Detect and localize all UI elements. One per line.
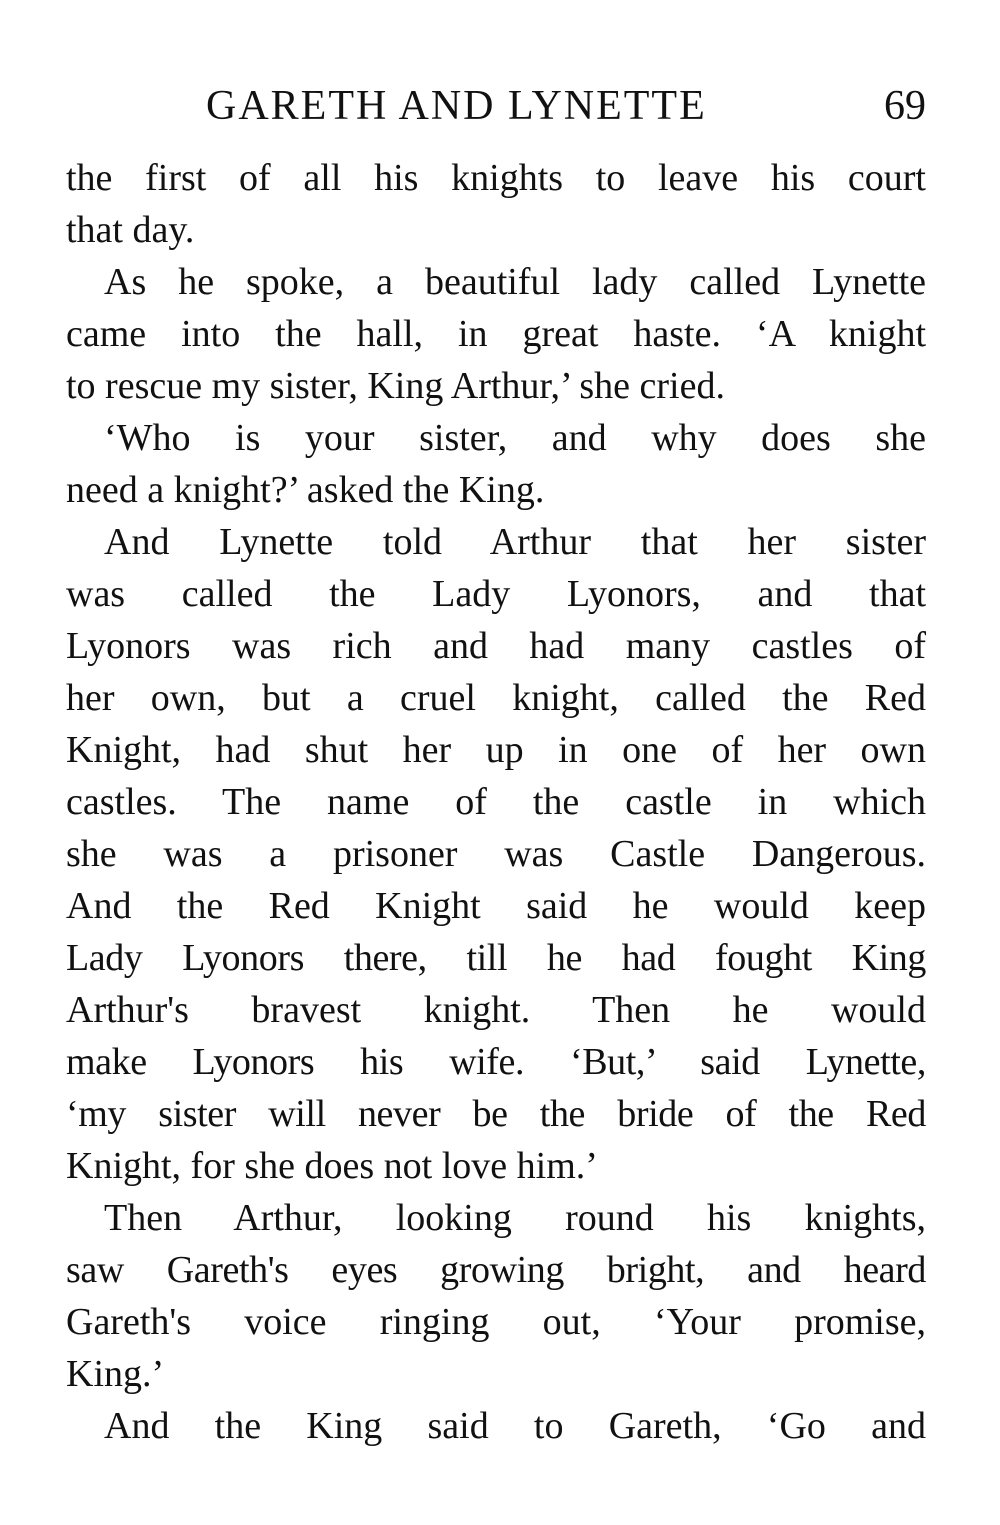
running-title: GARETH AND LYNETTE <box>206 83 707 129</box>
text-line: that day. <box>66 209 195 251</box>
text-line: was called the Lady Lyonors, and that <box>66 573 926 615</box>
text-line: King.’ <box>66 1353 165 1395</box>
text-line: Arthur's bravest knight. Then he would <box>66 989 926 1031</box>
text-line: As he spoke, a beautiful lady called Lynette <box>104 261 926 303</box>
text-line: saw Gareth's eyes growing bright, and heard <box>66 1249 926 1291</box>
text-line: And the King said to Gareth, ‘Go and <box>104 1405 926 1447</box>
page-number: 69 <box>884 83 926 129</box>
text-line: Knight, for she does not love him.’ <box>66 1145 598 1187</box>
text-line: make Lyonors his wife. ‘But,’ said Lynette, <box>66 1041 926 1083</box>
text-line: ‘Who is your sister, and why does she <box>104 417 926 459</box>
text-line: castles. The name of the castle in which <box>66 781 926 823</box>
text-line: need a knight?’ asked the King. <box>66 469 545 511</box>
text-line: Knight, had shut her up in one of her own <box>66 729 926 771</box>
text-line: Then Arthur, looking round his knights, <box>104 1197 926 1239</box>
text-line: ‘my sister will never be the bride of the Red <box>66 1093 926 1135</box>
text-line: came into the hall, in great haste. ‘A knight <box>66 313 926 355</box>
text-line: to rescue my sister, King Arthur,’ she cried. <box>66 365 725 407</box>
running-head <box>66 78 926 134</box>
text-line: Lyonors was rich and had many castles of <box>66 625 926 667</box>
text-line: Gareth's voice ringing out, ‘Your promise, <box>66 1301 926 1343</box>
text-line: And the Red Knight said he would keep <box>66 885 926 927</box>
text-line: her own, but a cruel knight, called the Red <box>66 677 926 719</box>
text-line: Lady Lyonors there, till he had fought King <box>66 937 926 979</box>
text-line: the first of all his knights to leave his court <box>66 157 926 199</box>
text-line: she was a prisoner was Castle Dangerous. <box>66 833 926 875</box>
text-line: And Lynette told Arthur that her sister <box>104 521 926 563</box>
body-text <box>66 152 926 1452</box>
